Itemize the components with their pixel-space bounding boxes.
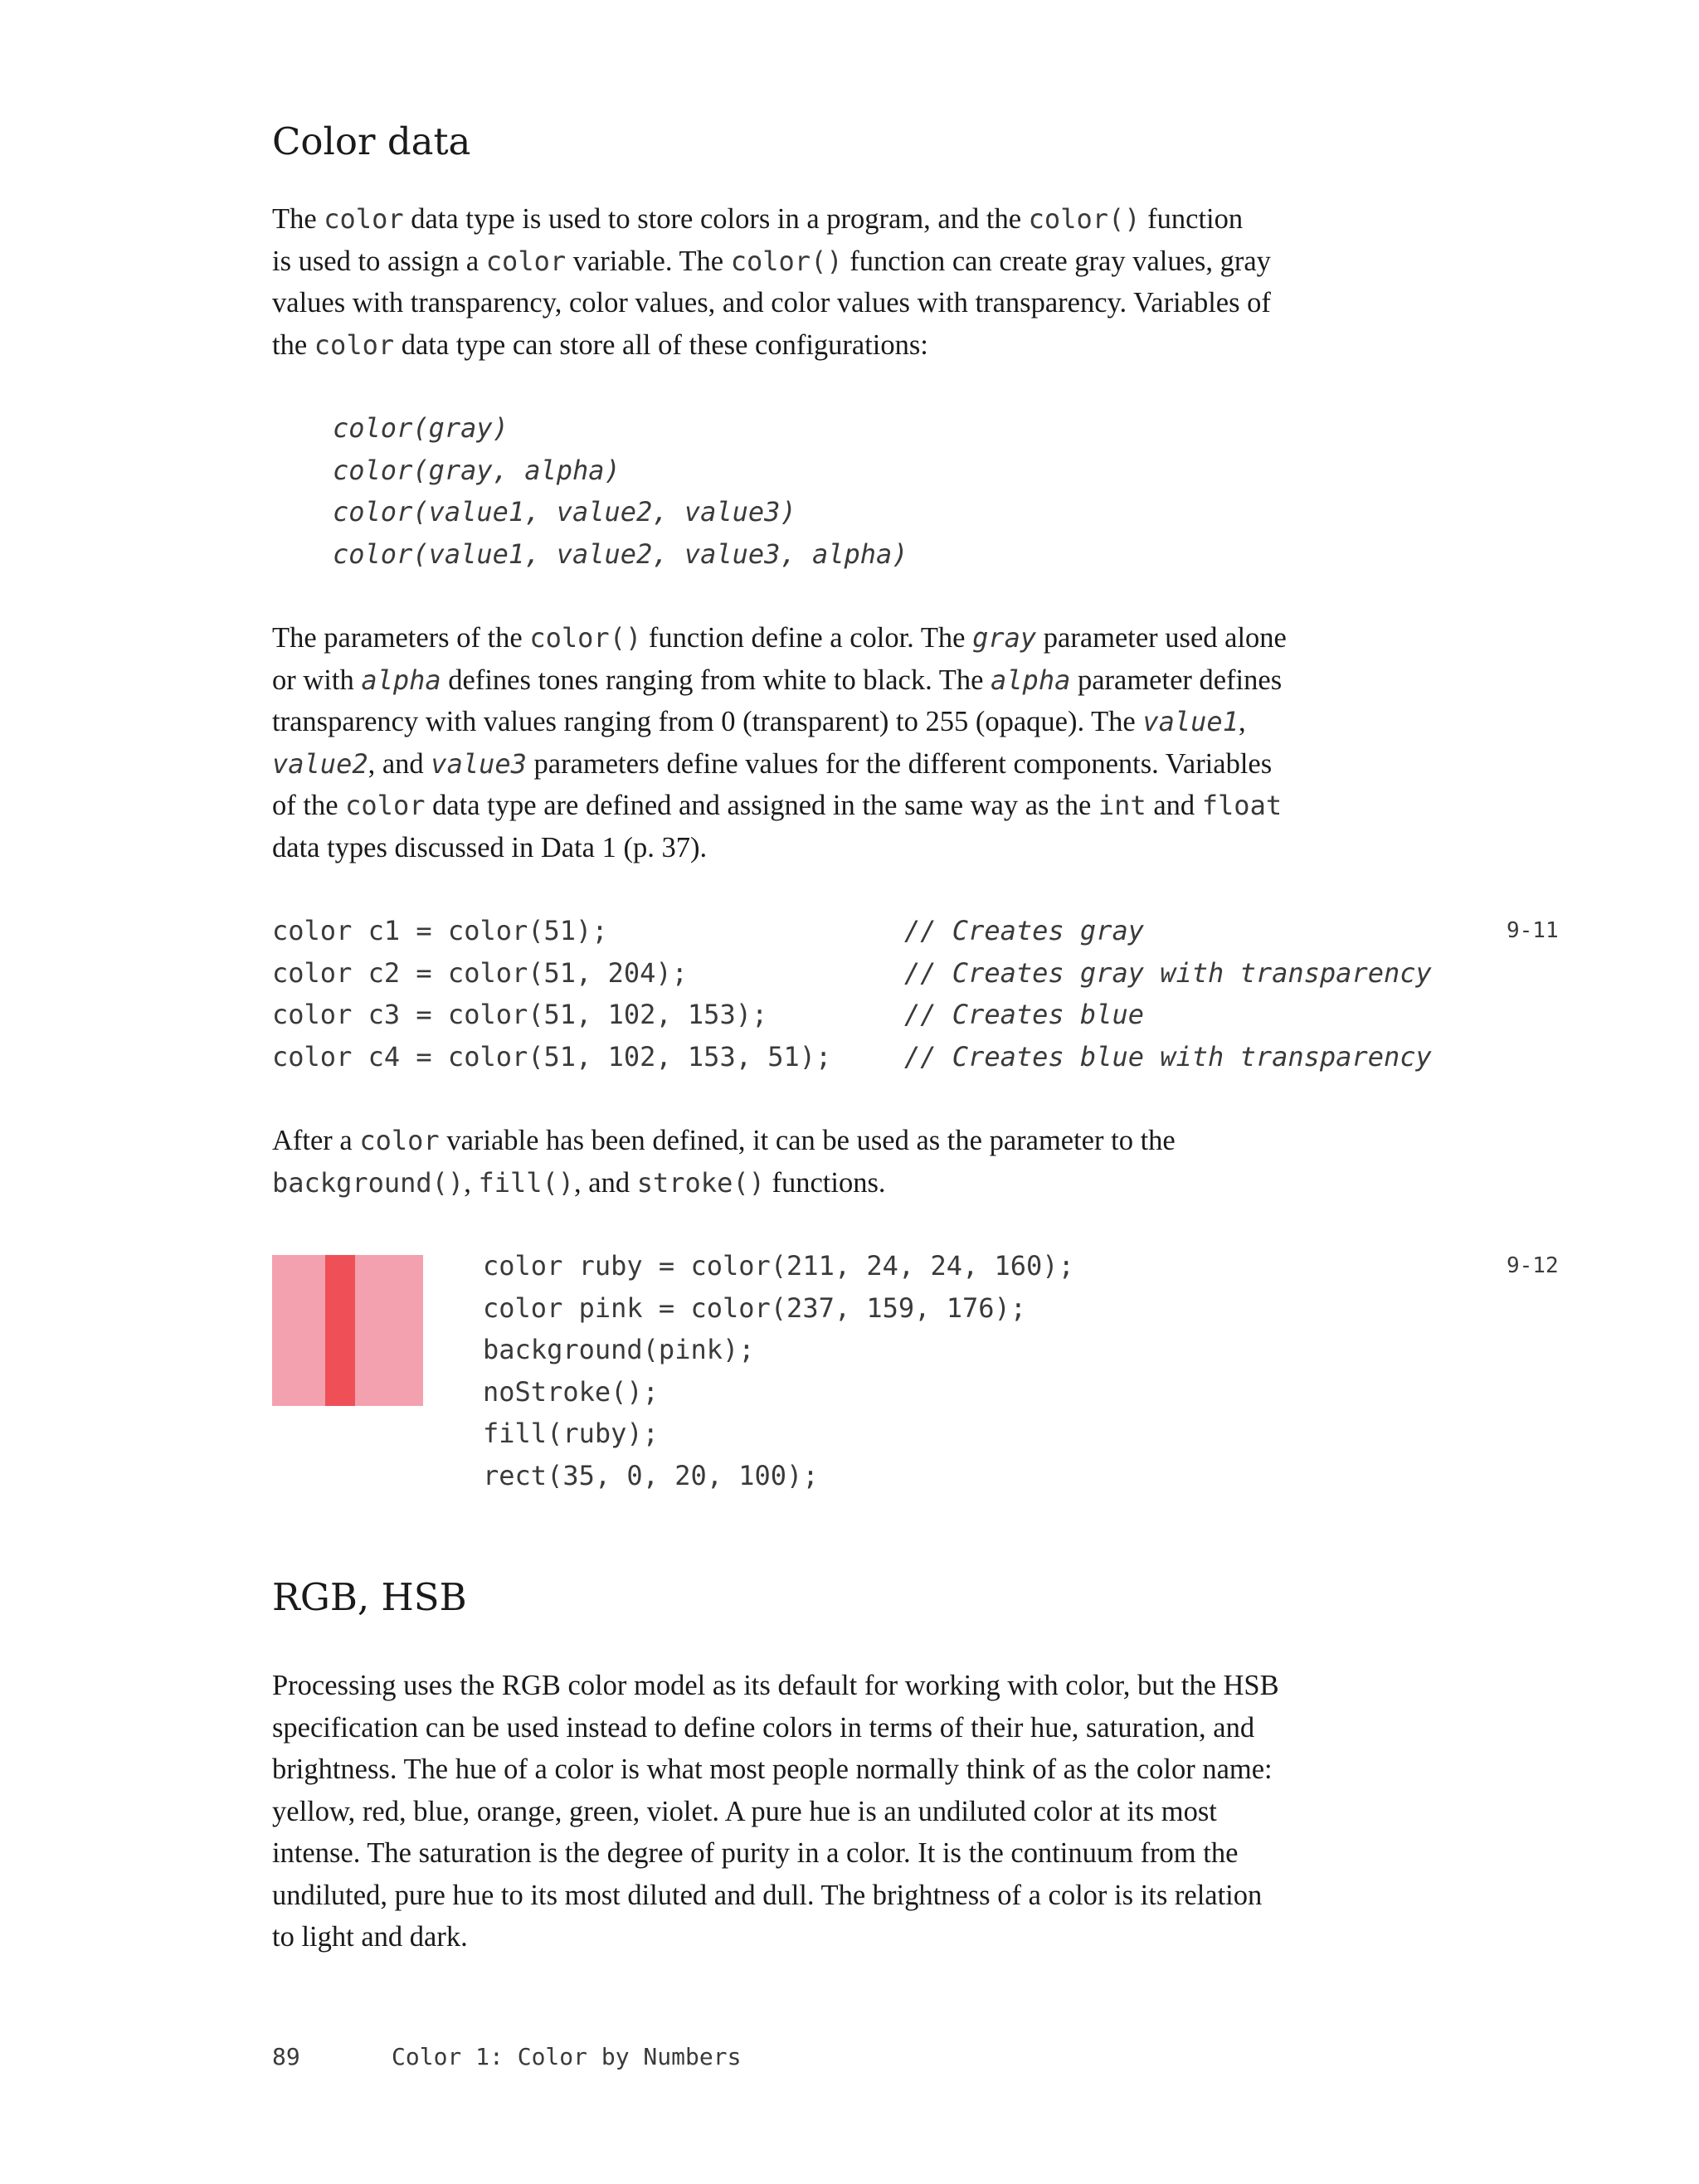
parameters-paragraph — [272, 617, 1483, 868]
text-line: is used to assign a color variable. The color() function can create gray values, gray — [272, 245, 1271, 277]
text-line: The color data type is used to store colors in a program, and the color() function — [272, 203, 1244, 235]
example-9-12-output-swatch — [272, 1255, 423, 1406]
signature-line: color(value1, value2, value3, alpha) — [333, 537, 908, 570]
signature-line: color(gray) — [333, 412, 509, 444]
example-number: 9-11 — [1507, 918, 1559, 943]
code-line: color c4 = color(51, 102, 153, 51); — [272, 1040, 832, 1073]
text-line: background(), fill(), and stroke() functions. — [272, 1166, 886, 1199]
text-line: specification can be used instead to define colors in terms of their hue, saturation, and — [272, 1711, 1255, 1744]
code-line: color ruby = color(211, 24, 24, 160); — [483, 1250, 1074, 1282]
text-line: values with transparency, color values, and color values with transparency. Variables of — [272, 287, 1271, 319]
section-heading-color-data: Color data — [272, 119, 471, 163]
text-line: After a color variable has been defined, it can be used as the parameter to the — [272, 1125, 1176, 1156]
code-comment: // Creates blue with transparency — [904, 1040, 1432, 1073]
text-line: to light and dark. — [272, 1921, 468, 1953]
text-line: The parameters of the color() function define a color. The gray parameter used alone — [272, 622, 1287, 654]
rgb-hsb-paragraph — [272, 1665, 1483, 1958]
text-line: of the color data type are defined and assigned in the same way as the int and float — [272, 790, 1283, 821]
code-line: rect(35, 0, 20, 100); — [483, 1459, 819, 1491]
text-line: value2, and value3 parameters define values for the different components. Variables — [272, 747, 1273, 780]
code-line: color c3 = color(51, 102, 153); — [272, 999, 768, 1030]
section-heading-rgb-hsb: RGB, HSB — [272, 1575, 467, 1619]
text-line: data types discussed in Data 1 (p. 37). — [272, 831, 708, 863]
example-9-11-code — [272, 910, 831, 1077]
code-comment: // Creates blue — [904, 999, 1144, 1030]
text-line: yellow, red, blue, orange, green, violet. A pure hue is an undiluted color at its most — [272, 1795, 1217, 1827]
code-comment: // Creates gray with transparency — [904, 956, 1432, 989]
page-number: 89 — [272, 2043, 300, 2070]
text-line: transparency with values ranging from 0 (transparent) to 255 (opaque). The value1, — [272, 706, 1246, 737]
text-line: or with alpha defines tones ranging from white to black. The alpha parameter defines — [272, 664, 1283, 696]
code-line: color pink = color(237, 159, 176); — [483, 1291, 1027, 1324]
code-line: color c2 = color(51, 204); — [272, 956, 688, 989]
code-line: noStroke(); — [483, 1375, 659, 1408]
ruby-rectangle — [325, 1255, 355, 1406]
text-line: brightness. The hue of a color is what most people normally think of as the color name: — [272, 1754, 1273, 1785]
code-line: background(pink); — [483, 1334, 755, 1365]
signature-line: color(value1, value2, value3) — [333, 496, 796, 528]
usage-paragraph — [272, 1120, 1483, 1204]
text-line: the color data type can store all of these configurations: — [272, 328, 928, 361]
code-line: fill(ruby); — [483, 1418, 659, 1449]
text-line: undiluted, pure hue to its most diluted and dull. The brightness of a color is its relation — [272, 1879, 1263, 1911]
text-line: intense. The saturation is the degree of purity in a color. It is the continuum from the — [272, 1837, 1239, 1869]
intro-paragraph — [272, 198, 1483, 366]
example-9-12-code — [483, 1245, 1074, 1496]
chapter-title: Color 1: Color by Numbers — [392, 2043, 742, 2070]
color-function-signatures — [333, 407, 908, 575]
text-line: Processing uses the RGB color model as its default for working with color, but the HSB — [272, 1670, 1279, 1701]
code-line: color c1 = color(51); — [272, 915, 608, 946]
signature-line: color(gray, alpha) — [333, 454, 621, 486]
example-number: 9-12 — [1507, 1253, 1559, 1278]
code-comment: // Creates gray — [904, 915, 1144, 946]
